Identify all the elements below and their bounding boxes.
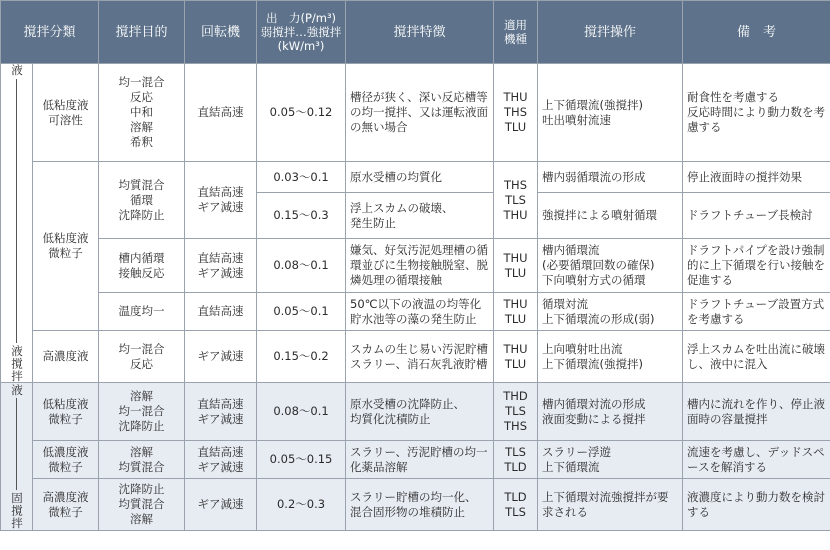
table-row <box>1 162 830 193</box>
rotor-cell: 直結高速 ギア減速 <box>185 239 257 293</box>
table-row <box>1 64 830 162</box>
rotor-cell: 直結高速 ギア減速 <box>185 162 257 239</box>
group-name: 低粘度液 微粒子 <box>33 162 99 331</box>
feature-cell: スカムの生じ易い汚泥貯槽スラリー、消石灰乳液貯槽 <box>346 331 494 383</box>
power-cell: 0.15～0.2 <box>257 331 346 383</box>
remark-cell: ドラフトチューブ設置方式を考慮する <box>683 293 830 331</box>
models-cell: TLD TLS <box>494 479 538 531</box>
group-name: 高濃度液 微粒子 <box>33 479 99 531</box>
remark-cell: 液濃度により動力数を検討する <box>683 479 830 531</box>
models-cell: THU TLU <box>494 331 538 383</box>
remark-cell: ドラフトパイプを設け強制的に上下循環を行い接触を促進する <box>683 239 830 293</box>
table-row <box>1 331 830 383</box>
models-cell: THU TLU <box>494 293 538 331</box>
operation-cell: 上向噴射吐出流 上下循環流(強撹拌) <box>538 331 683 383</box>
table-row <box>1 479 830 531</box>
operation-cell: 槽内循環流 (必要循環回数の確保) 下向噴射方式の循環 <box>538 239 683 293</box>
power-cell: 0.2～0.3 <box>257 479 346 531</box>
operation-cell: 循環対流 上下循環流の形成(弱) <box>538 293 683 331</box>
section2-label-top: 液 <box>10 383 24 396</box>
operation-cell: 槽内循環対流の形成 液面変動による撹拌 <box>538 383 683 441</box>
models-cell: THU TLU <box>494 239 538 293</box>
power-cell: 0.05～0.12 <box>257 64 346 162</box>
models-cell: THU THS TLU <box>494 64 538 162</box>
feature-cell: スラリー貯槽の均一化、 混合固形物の堆積防止 <box>346 479 494 531</box>
operation-cell: 強撹拌による噴射循環 <box>538 193 683 239</box>
section2-label-bottom: 固撹拌 <box>10 492 24 530</box>
header-models-line1: 適用 <box>504 18 528 32</box>
operation-cell: スラリー浮遊 上下循環流 <box>538 441 683 479</box>
rotor-cell: ギア減速 <box>185 331 257 383</box>
header-power-line2: 弱撹拌…強撹拌 <box>260 25 342 39</box>
group-name: 高濃度液 <box>33 331 99 383</box>
header-feature: 撹拌特徴 <box>346 1 494 64</box>
purpose-cell: 溶解 均質混合 <box>99 441 185 479</box>
remark-cell: 耐食性を考慮する 反応時間により動力数を考慮する <box>683 64 830 162</box>
header-rotor: 回転機 <box>185 1 257 64</box>
remark-cell: 浮上スカムを吐出流に破壊し、液中に混入 <box>683 331 830 383</box>
models-cell: TLS TLD <box>494 441 538 479</box>
section1-label-top: 液 <box>10 64 24 77</box>
section1-label <box>1 64 33 383</box>
header-power-line1: 出 力(P/m³) <box>265 11 337 25</box>
purpose-cell: 溶解 均一混合 沈降防止 <box>99 383 185 441</box>
header-purpose: 撹拌目的 <box>99 1 185 64</box>
group-name: 低濃度液 微粒子 <box>33 441 99 479</box>
purpose-cell: 槽内循環 接触反応 <box>99 239 185 293</box>
rotor-cell: 直結高速 <box>185 64 257 162</box>
purpose-cell: 沈降防止 均質混合 溶解 <box>99 479 185 531</box>
operation-cell: 槽内弱循環流の形成 <box>538 162 683 193</box>
header-classification: 撹拌分類 <box>1 1 99 64</box>
header-operation: 撹拌操作 <box>538 1 683 64</box>
power-cell: 0.15～0.3 <box>257 193 346 239</box>
power-cell: 0.05～0.15 <box>257 441 346 479</box>
header-remark: 備 考 <box>683 1 830 64</box>
power-cell: 0.03～0.1 <box>257 162 346 193</box>
table-row <box>1 383 830 441</box>
header-models-line2: 機種 <box>504 32 528 46</box>
header-power <box>257 1 346 64</box>
models-cell: THS TLS THU <box>494 162 538 239</box>
purpose-cell: 均一混合 反応 中和 溶解 希釈 <box>99 64 185 162</box>
feature-cell: 槽径が狭く、深い反応槽等の均一撹拌、又は運転液面の無い場合 <box>346 64 494 162</box>
rotor-cell: 直結高速 ギア減速 <box>185 441 257 479</box>
remark-cell: 停止液面時の撹拌効果 <box>683 162 830 193</box>
power-cell: 0.08～0.1 <box>257 383 346 441</box>
feature-cell: 50℃以下の液温の均等化貯水池等の藻の発生防止 <box>346 293 494 331</box>
operation-cell: 上下循環対流強撹拌が要求される <box>538 479 683 531</box>
remark-cell: ドラフトチューブ長検討 <box>683 193 830 239</box>
purpose-cell: 温度均一 <box>99 293 185 331</box>
header-power-line3: (kW/m³) <box>277 39 325 53</box>
purpose-cell: 均一混合 反応 <box>99 331 185 383</box>
feature-cell: 原水受槽の均質化 <box>346 162 494 193</box>
group-name: 低粘度液 可溶性 <box>33 64 99 162</box>
group-name: 低粘度液 微粒子 <box>33 383 99 441</box>
remark-cell: 槽内に流れを作り、停止液面時の容量撹拌 <box>683 383 830 441</box>
feature-cell: 浮上スカムの破壊、 発生防止 <box>346 193 494 239</box>
rotor-cell: ギア減速 <box>185 479 257 531</box>
rotor-cell: 直結高速 <box>185 293 257 331</box>
section2-label <box>1 383 33 531</box>
purpose-cell: 均質混合 循環 沈降防止 <box>99 162 185 239</box>
operation-cell: 上下循環流(強撹拌) 吐出噴射流速 <box>538 64 683 162</box>
header-models <box>494 1 538 64</box>
feature-cell: 嫌気、好気汚泥処理槽の循環並びに生物接触脱窒、脱燐処理の循環接触 <box>346 239 494 293</box>
table-row <box>1 441 830 479</box>
table-row <box>1 293 830 331</box>
header-row <box>1 1 830 64</box>
power-cell: 0.05～0.1 <box>257 293 346 331</box>
power-cell: 0.08～0.1 <box>257 239 346 293</box>
remark-cell: 流速を考慮し、デッドスペースを解消する <box>683 441 830 479</box>
feature-cell: スラリー、汚泥貯槽の均一化薬品溶解 <box>346 441 494 479</box>
rotor-cell: 直結高速 ギア減速 <box>185 383 257 441</box>
section1-label-bottom: 液撹拌 <box>10 344 24 382</box>
feature-cell: 原水受槽の沈降防止、 均質化沈積防止 <box>346 383 494 441</box>
table-row <box>1 239 830 293</box>
models-cell: THD TLS THS <box>494 383 538 441</box>
